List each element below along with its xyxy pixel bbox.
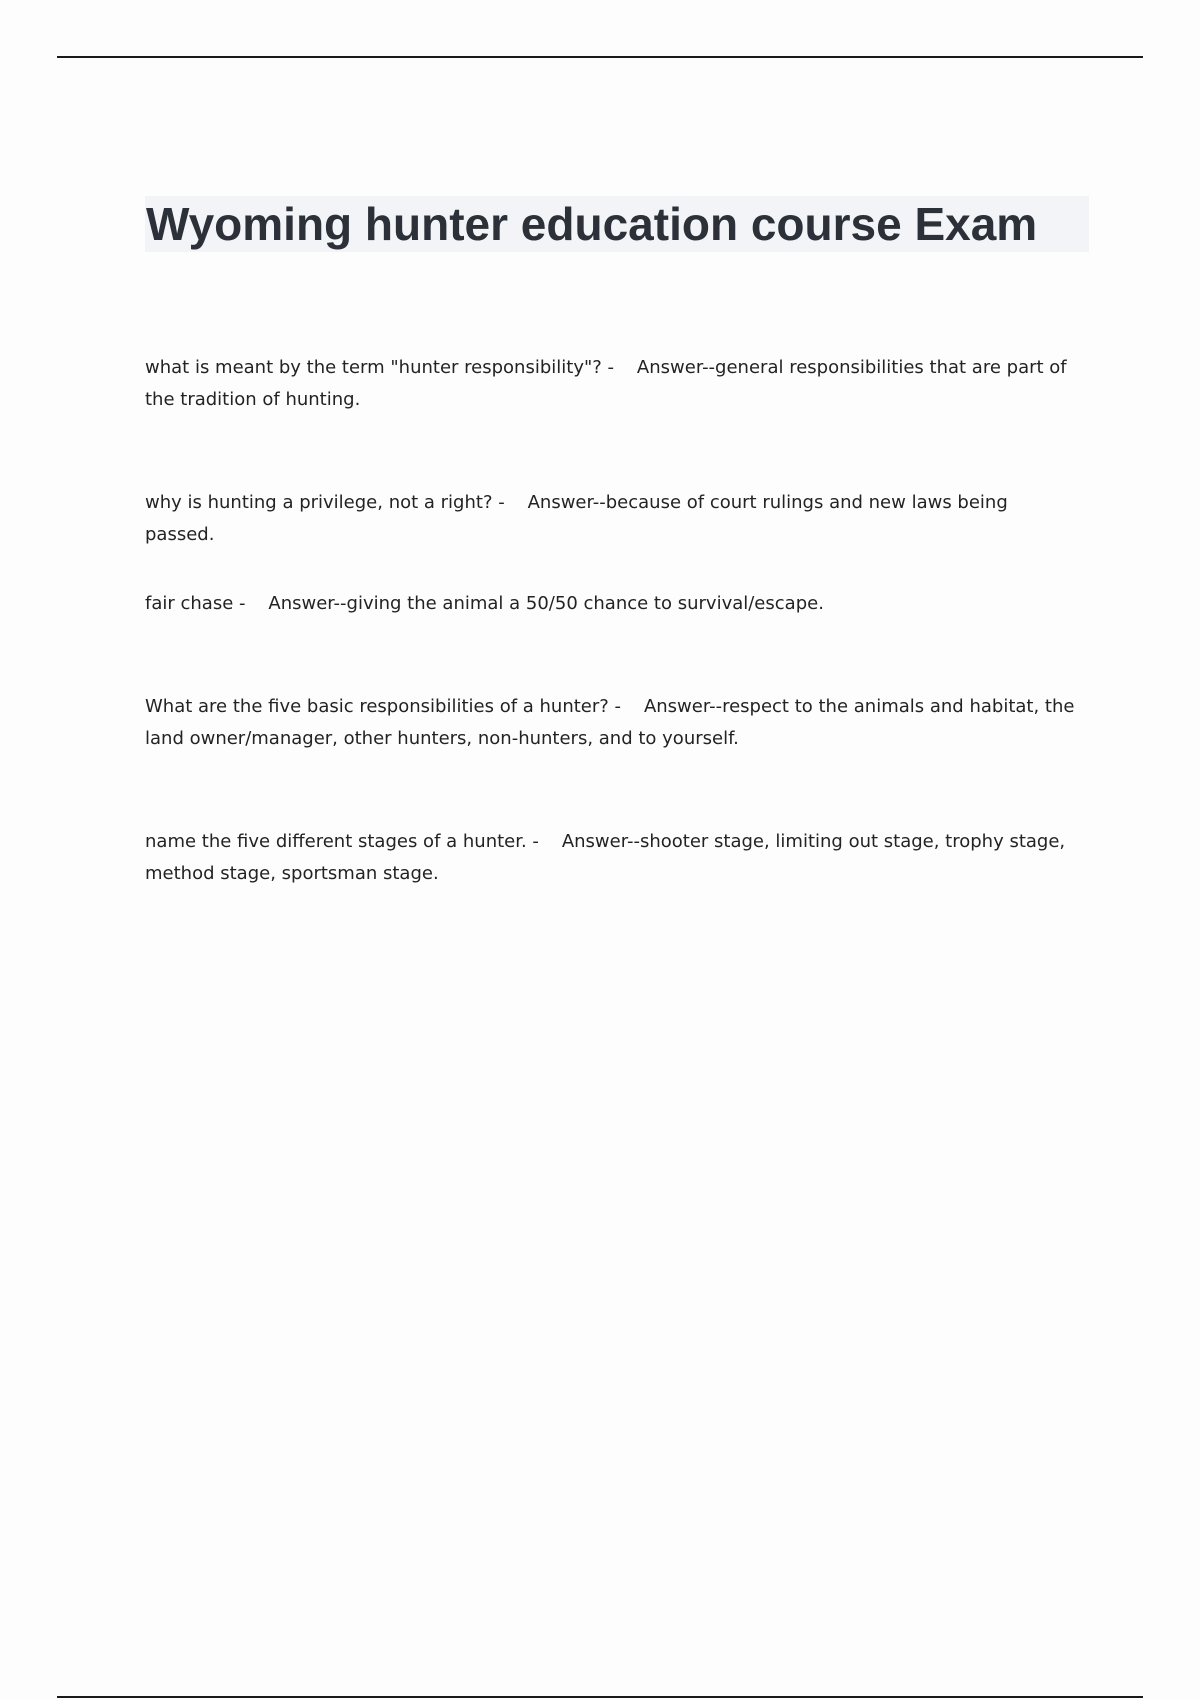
qa-item <box>145 352 1080 416</box>
answer-text: Answer--respect to the animals and habitat, the land owner/manager, other hunters, non-hunters, and to yourself. <box>145 696 1075 749</box>
question-text: name the five different stages of a hunter. - <box>145 831 539 852</box>
question-text: What are the five basic responsibilities of a hunter? - <box>145 696 622 717</box>
bottom-rule <box>57 1696 1143 1698</box>
answer-text: Answer--giving the animal a 50/50 chance to survival/escape. <box>268 593 824 614</box>
question-text: what is meant by the term "hunter responsibility"? - <box>145 357 615 378</box>
qa-item <box>145 487 1080 551</box>
question-text: fair chase - <box>145 593 246 614</box>
title-highlight <box>145 196 1089 252</box>
question-text: why is hunting a privilege, not a right? - <box>145 492 505 513</box>
answer-text: Answer--shooter stage, limiting out stage, trophy stage, method stage, sportsman stage. <box>145 831 1066 884</box>
qa-item <box>145 588 1080 620</box>
answer-text: Answer--general responsibilities that are part of the tradition of hunting. <box>145 357 1067 410</box>
answer-text: Answer--because of court rulings and new laws being passed. <box>145 492 1008 545</box>
top-rule <box>57 56 1143 58</box>
document-title: Wyoming hunter education course Exam <box>146 198 1038 250</box>
qa-item <box>145 691 1080 755</box>
qa-item <box>145 826 1080 890</box>
